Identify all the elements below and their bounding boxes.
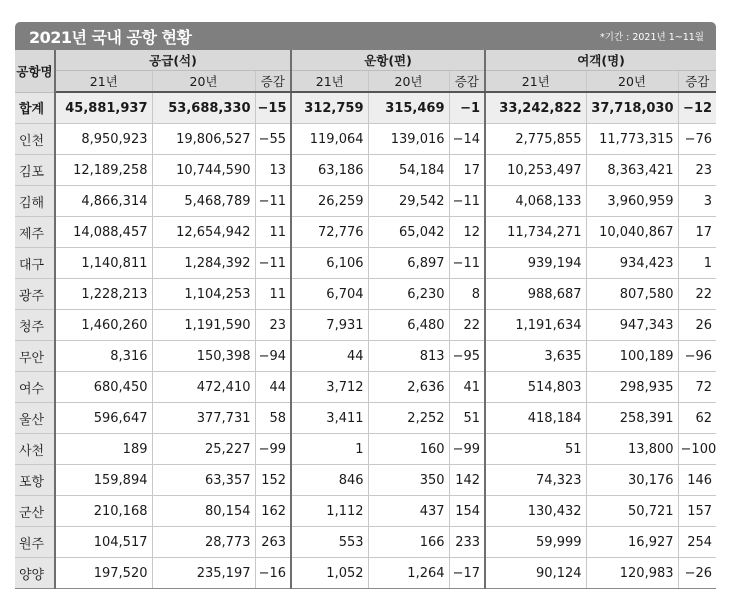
supply-21-cell: 4,866,314	[55, 186, 152, 217]
flights-20-cell: 1,264	[368, 558, 449, 589]
passengers-20-cell: 258,391	[586, 403, 678, 434]
flights-21-cell: 63,186	[291, 155, 368, 186]
airport-name-cell: 무안	[15, 341, 55, 372]
airport-column-header: 공항명	[15, 50, 55, 92]
flights-20-cell: 813	[368, 341, 449, 372]
flights-20-cell: 65,042	[368, 217, 449, 248]
supply-21-cell: 197,520	[55, 558, 152, 589]
flights-20-cell: 2,252	[368, 403, 449, 434]
supply-21-cell: 45,881,937	[55, 92, 152, 124]
passengers-21-cell: 514,803	[485, 372, 586, 403]
supply-change-cell: −94	[255, 341, 291, 372]
table-row	[15, 403, 716, 434]
supply-21-cell: 12,189,258	[55, 155, 152, 186]
flights-21-cell: 1,112	[291, 496, 368, 527]
supply-change-cell: −99	[255, 434, 291, 465]
flights-21-cell: 72,776	[291, 217, 368, 248]
supply-20-cell: 63,357	[152, 465, 255, 496]
supply-change-cell: 263	[255, 527, 291, 558]
title-bar	[15, 22, 716, 50]
flights-21-cell: 846	[291, 465, 368, 496]
supply-21-cell: 8,316	[55, 341, 152, 372]
supply-change-cell: 58	[255, 403, 291, 434]
passengers-21-cell: 130,432	[485, 496, 586, 527]
supply-change-cell: 44	[255, 372, 291, 403]
flights-20-cell: 2,636	[368, 372, 449, 403]
airport-name-cell: 인천	[15, 124, 55, 155]
supply-20-cell: 53,688,330	[152, 92, 255, 124]
table-row	[15, 217, 716, 248]
flights-20-cell: 315,469	[368, 92, 449, 124]
airport-name-cell: 양양	[15, 558, 55, 589]
supply-change-cell: 11	[255, 279, 291, 310]
table-row	[15, 527, 716, 558]
header-group-row	[15, 50, 716, 71]
airport-name-cell: 대구	[15, 248, 55, 279]
supply-20-cell: 235,197	[152, 558, 255, 589]
table-row	[15, 465, 716, 496]
passengers-21-cell: 2,775,855	[485, 124, 586, 155]
passengers-20-cell: 3,960,959	[586, 186, 678, 217]
supply-change-cell: 23	[255, 310, 291, 341]
passengers-21-cell: 33,242,822	[485, 92, 586, 124]
sub-header: 21년	[291, 71, 368, 93]
supply-21-cell: 104,517	[55, 527, 152, 558]
flights-change-cell: 154	[449, 496, 485, 527]
flights-change-cell: 233	[449, 527, 485, 558]
airport-name-cell: 원주	[15, 527, 55, 558]
flights-21-cell: 6,106	[291, 248, 368, 279]
passengers-change-cell: −76	[678, 124, 716, 155]
passengers-20-cell: 16,927	[586, 527, 678, 558]
supply-21-cell: 1,140,811	[55, 248, 152, 279]
flights-change-cell: 41	[449, 372, 485, 403]
passengers-21-cell: 4,068,133	[485, 186, 586, 217]
airport-name-cell: 김포	[15, 155, 55, 186]
table-row	[15, 248, 716, 279]
supply-20-cell: 19,806,527	[152, 124, 255, 155]
supply-20-cell: 25,227	[152, 434, 255, 465]
passengers-20-cell: 11,773,315	[586, 124, 678, 155]
supply-21-cell: 1,228,213	[55, 279, 152, 310]
table-row	[15, 186, 716, 217]
flights-20-cell: 6,480	[368, 310, 449, 341]
flights-21-cell: 553	[291, 527, 368, 558]
airport-name-cell: 포항	[15, 465, 55, 496]
flights-20-cell: 166	[368, 527, 449, 558]
passengers-20-cell: 37,718,030	[586, 92, 678, 124]
supply-20-cell: 10,744,590	[152, 155, 255, 186]
table-row	[15, 496, 716, 527]
passengers-change-cell: −26	[678, 558, 716, 589]
supply-21-cell: 1,460,260	[55, 310, 152, 341]
flights-21-cell: 3,712	[291, 372, 368, 403]
passengers-21-cell: 10,253,497	[485, 155, 586, 186]
supply-20-cell: 472,410	[152, 372, 255, 403]
passengers-21-cell: 418,184	[485, 403, 586, 434]
passengers-change-cell: −100	[678, 434, 716, 465]
airport-name-cell: 군산	[15, 496, 55, 527]
flights-21-cell: 3,411	[291, 403, 368, 434]
sub-header: 20년	[368, 71, 449, 93]
supply-21-cell: 14,088,457	[55, 217, 152, 248]
flights-20-cell: 350	[368, 465, 449, 496]
supply-change-cell: −16	[255, 558, 291, 589]
supply-change-cell: 11	[255, 217, 291, 248]
airport-name-cell: 광주	[15, 279, 55, 310]
flights-change-cell: 17	[449, 155, 485, 186]
supply-20-cell: 1,284,392	[152, 248, 255, 279]
passengers-change-cell: 22	[678, 279, 716, 310]
airport-name-cell: 제주	[15, 217, 55, 248]
flights-change-cell: −14	[449, 124, 485, 155]
sub-header: 증감	[678, 71, 716, 93]
flights-20-cell: 6,230	[368, 279, 449, 310]
passengers-20-cell: 8,363,421	[586, 155, 678, 186]
airport-name-cell: 여수	[15, 372, 55, 403]
supply-21-cell: 210,168	[55, 496, 152, 527]
supply-change-cell: 13	[255, 155, 291, 186]
table-row	[15, 279, 716, 310]
flights-20-cell: 437	[368, 496, 449, 527]
flights-change-cell: 22	[449, 310, 485, 341]
passengers-change-cell: 62	[678, 403, 716, 434]
supply-change-cell: 162	[255, 496, 291, 527]
sub-header: 20년	[152, 71, 255, 93]
flights-21-cell: 26,259	[291, 186, 368, 217]
supply-change-cell: −11	[255, 186, 291, 217]
flights-change-cell: −99	[449, 434, 485, 465]
passengers-change-cell: 1	[678, 248, 716, 279]
flights-20-cell: 29,542	[368, 186, 449, 217]
table-row	[15, 310, 716, 341]
passengers-20-cell: 50,721	[586, 496, 678, 527]
passengers-group-header: 여객(명)	[485, 50, 716, 71]
passengers-change-cell: −12	[678, 92, 716, 124]
sub-header: 21년	[485, 71, 586, 93]
supply-20-cell: 28,773	[152, 527, 255, 558]
table-row	[15, 558, 716, 589]
airport-name-cell: 사천	[15, 434, 55, 465]
passengers-20-cell: 120,983	[586, 558, 678, 589]
passengers-change-cell: 17	[678, 217, 716, 248]
flights-20-cell: 139,016	[368, 124, 449, 155]
period-note: *기간 : 2021년 1~11월	[600, 32, 704, 43]
flights-change-cell: 12	[449, 217, 485, 248]
passengers-20-cell: 807,580	[586, 279, 678, 310]
passengers-20-cell: 934,423	[586, 248, 678, 279]
flights-20-cell: 6,897	[368, 248, 449, 279]
passengers-change-cell: 146	[678, 465, 716, 496]
flights-change-cell: 142	[449, 465, 485, 496]
supply-21-cell: 596,647	[55, 403, 152, 434]
passengers-change-cell: 157	[678, 496, 716, 527]
table-row	[15, 341, 716, 372]
supply-21-cell: 159,894	[55, 465, 152, 496]
supply-20-cell: 80,154	[152, 496, 255, 527]
passengers-21-cell: 1,191,634	[485, 310, 586, 341]
sub-header: 21년	[55, 71, 152, 93]
table-row	[15, 124, 716, 155]
passengers-21-cell: 51	[485, 434, 586, 465]
passengers-21-cell: 939,194	[485, 248, 586, 279]
passengers-change-cell: 254	[678, 527, 716, 558]
passengers-20-cell: 298,935	[586, 372, 678, 403]
supply-20-cell: 377,731	[152, 403, 255, 434]
supply-20-cell: 12,654,942	[152, 217, 255, 248]
flights-20-cell: 54,184	[368, 155, 449, 186]
airport-name-cell: 청주	[15, 310, 55, 341]
supply-21-cell: 8,950,923	[55, 124, 152, 155]
sub-header: 20년	[586, 71, 678, 93]
supply-change-cell: −15	[255, 92, 291, 124]
flights-change-cell: −95	[449, 341, 485, 372]
passengers-21-cell: 3,635	[485, 341, 586, 372]
supply-21-cell: 189	[55, 434, 152, 465]
passengers-21-cell: 11,734,271	[485, 217, 586, 248]
header-sub-row	[15, 71, 716, 93]
table-row	[15, 434, 716, 465]
supply-20-cell: 150,398	[152, 341, 255, 372]
passengers-21-cell: 90,124	[485, 558, 586, 589]
passengers-change-cell: 26	[678, 310, 716, 341]
supply-21-cell: 680,450	[55, 372, 152, 403]
flights-change-cell: −1	[449, 92, 485, 124]
flights-21-cell: 1,052	[291, 558, 368, 589]
passengers-20-cell: 30,176	[586, 465, 678, 496]
airport-name-cell: 김해	[15, 186, 55, 217]
supply-change-cell: −55	[255, 124, 291, 155]
passengers-change-cell: 3	[678, 186, 716, 217]
total-row	[15, 92, 716, 124]
flights-change-cell: 8	[449, 279, 485, 310]
airport-name-cell: 울산	[15, 403, 55, 434]
flights-change-cell: 51	[449, 403, 485, 434]
table-row	[15, 155, 716, 186]
flights-21-cell: 44	[291, 341, 368, 372]
table-row	[15, 372, 716, 403]
passengers-20-cell: 100,189	[586, 341, 678, 372]
passengers-21-cell: 988,687	[485, 279, 586, 310]
airport-name-cell: 합계	[15, 92, 55, 124]
passengers-21-cell: 59,999	[485, 527, 586, 558]
supply-change-cell: −11	[255, 248, 291, 279]
page-title: 2021년 국내 공항 현황	[29, 27, 192, 47]
flights-change-cell: −11	[449, 186, 485, 217]
flights-change-cell: −17	[449, 558, 485, 589]
flights-21-cell: 119,064	[291, 124, 368, 155]
passengers-change-cell: 72	[678, 372, 716, 403]
passengers-21-cell: 74,323	[485, 465, 586, 496]
flights-21-cell: 1	[291, 434, 368, 465]
passengers-change-cell: 23	[678, 155, 716, 186]
supply-20-cell: 1,104,253	[152, 279, 255, 310]
supply-change-cell: 152	[255, 465, 291, 496]
flights-group-header: 운항(편)	[291, 50, 485, 71]
passengers-change-cell: −96	[678, 341, 716, 372]
passengers-20-cell: 947,343	[586, 310, 678, 341]
table-body	[15, 92, 716, 589]
passengers-20-cell: 13,800	[586, 434, 678, 465]
supply-group-header: 공급(석)	[55, 50, 291, 71]
flights-21-cell: 312,759	[291, 92, 368, 124]
flights-21-cell: 6,704	[291, 279, 368, 310]
sub-header: 증감	[449, 71, 485, 93]
flights-20-cell: 160	[368, 434, 449, 465]
airport-stats-panel	[15, 22, 716, 589]
flights-change-cell: −11	[449, 248, 485, 279]
sub-header: 증감	[255, 71, 291, 93]
passengers-20-cell: 10,040,867	[586, 217, 678, 248]
airport-stats-table	[15, 50, 716, 589]
supply-20-cell: 1,191,590	[152, 310, 255, 341]
flights-21-cell: 7,931	[291, 310, 368, 341]
supply-20-cell: 5,468,789	[152, 186, 255, 217]
